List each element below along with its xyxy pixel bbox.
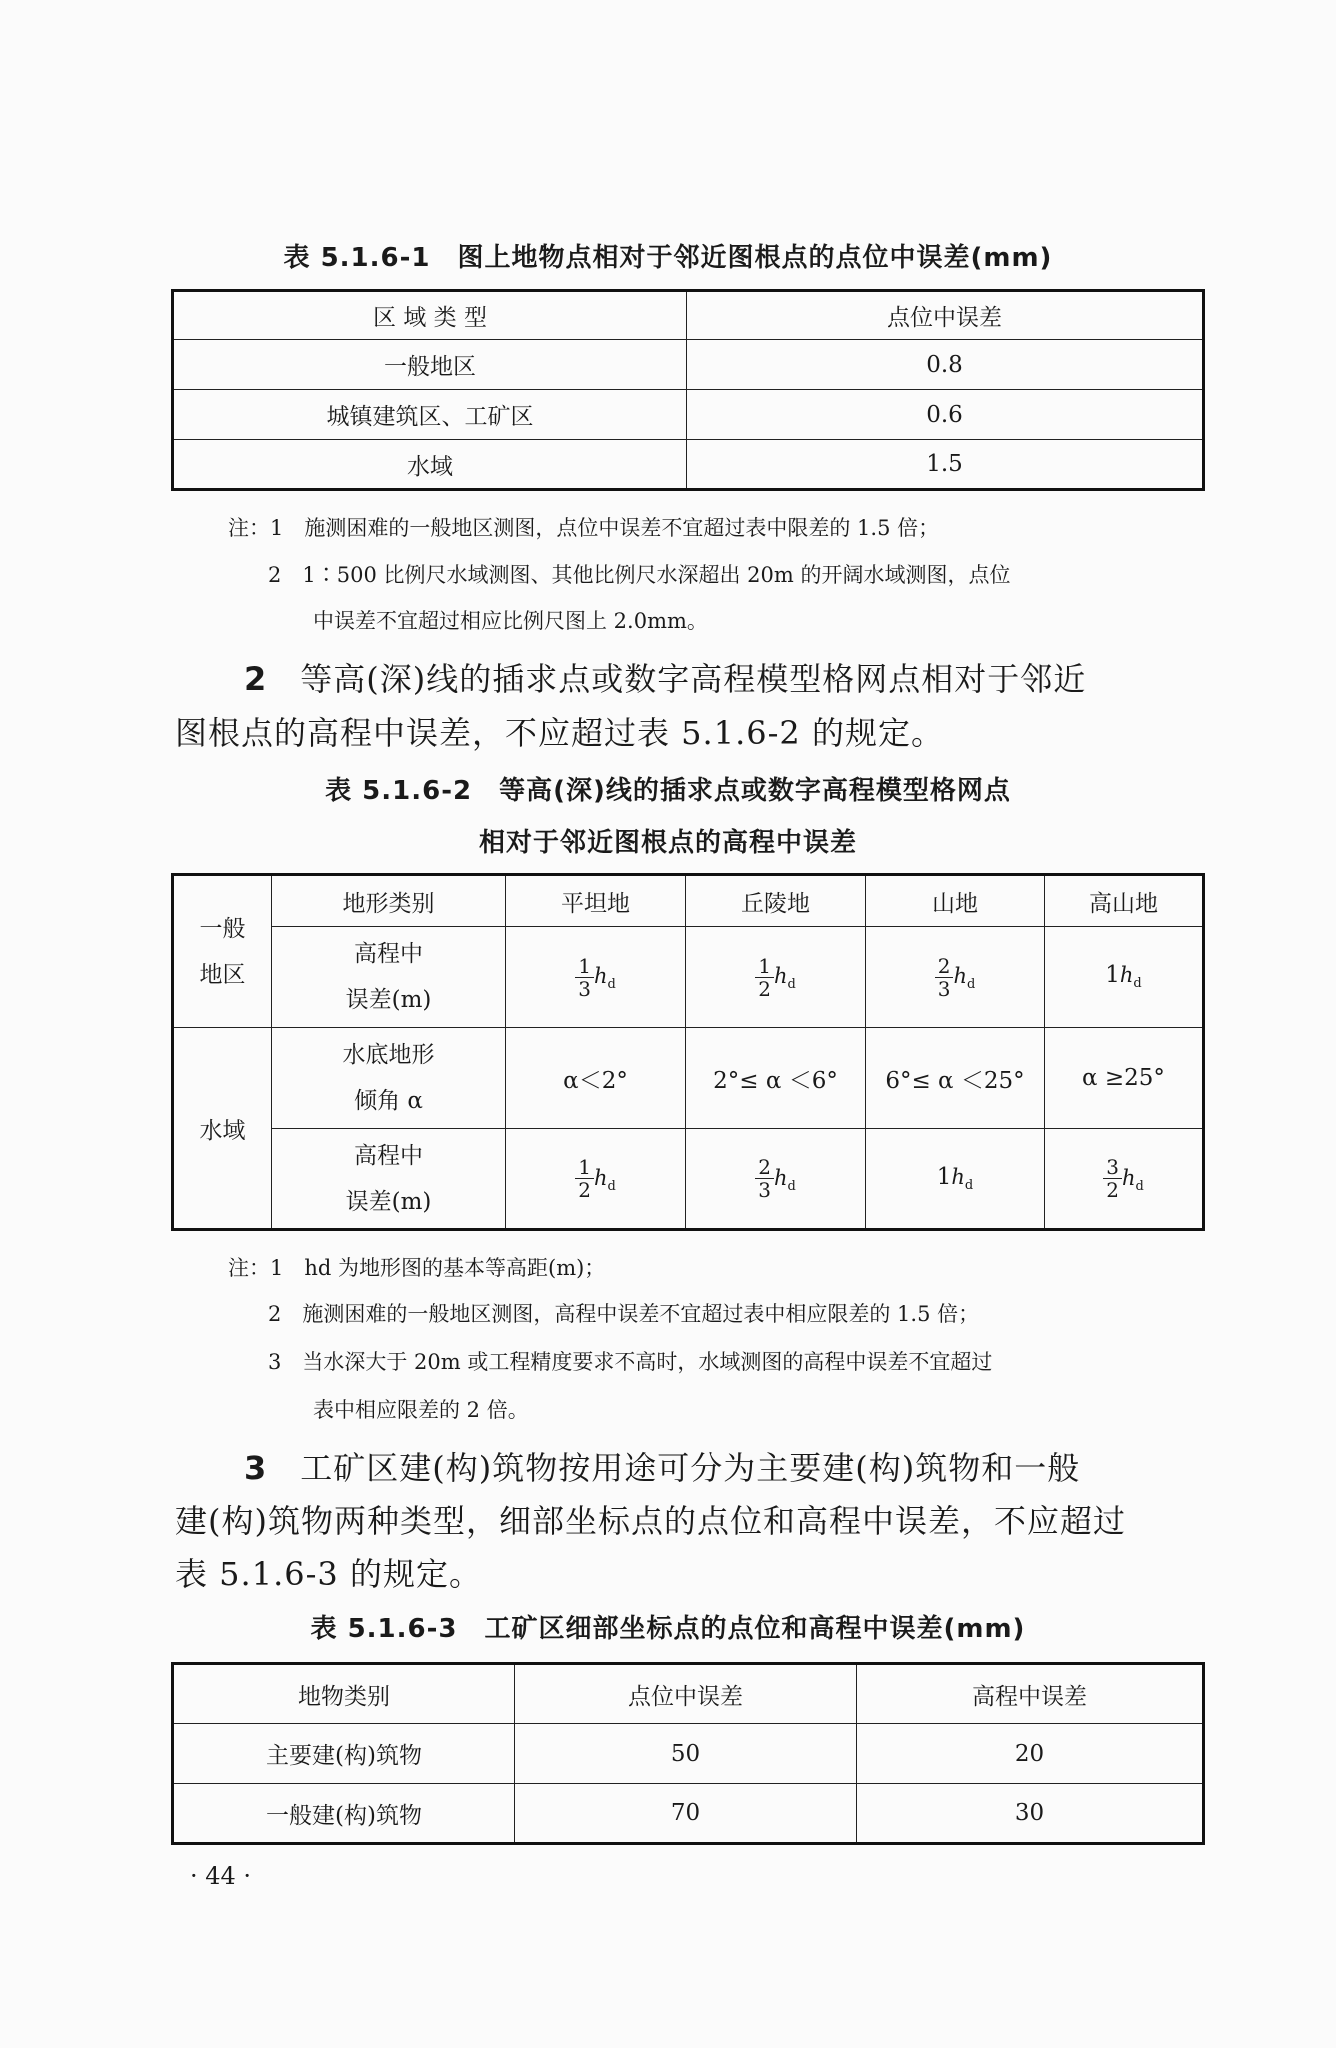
table2-terrain-flat: 平坦地	[506, 875, 686, 927]
paragraph-3-line2: 建(构)筑物两种类型，细部坐标点的点位和高程中误差，不应超过	[175, 1502, 1126, 1540]
table2-note: 表中相应限差的 2 倍。	[313, 1398, 529, 1422]
paragraph-3-line1	[244, 1443, 1080, 1489]
table2-cell: α＜2°	[506, 1028, 686, 1129]
table2-terrain-high-mountain: 高山地	[1045, 875, 1204, 927]
table2-note: 3 当水深大于 20m 或工程精度要求不高时，水域测图的高程中误差不宜超过	[268, 1350, 993, 1374]
table3-header-position-error: 点位中误差	[515, 1664, 857, 1724]
table2-general-area: 一般 地区	[173, 875, 272, 1028]
table1-cell: 0.6	[687, 390, 1204, 440]
table2-terrain-mountain: 山地	[866, 875, 1045, 927]
table2-cell: $\frac{2}{3}$ $h_d$	[866, 927, 1045, 1028]
table3-cell: 70	[515, 1784, 857, 1844]
table2-terrain-hilly: 丘陵地	[686, 875, 866, 927]
table2-note: 2 施测困难的一般地区测图，高程中误差不宜超过表中相应限差的 1.5 倍；	[268, 1302, 980, 1326]
paragraph-2-line1	[244, 654, 1086, 700]
table1-note: 中误差不宜超过相应比例尺图上 2.0mm。	[313, 609, 708, 633]
table1-note: 注：1 施测困难的一般地区测图，点位中误差不宜超过表中限差的 1.5 倍；	[228, 516, 940, 540]
table2-cell: $1h_d$	[1045, 927, 1204, 1028]
table2-cell: 2°≤ α ＜6°	[686, 1028, 866, 1129]
table2-cell: $1h_d$	[866, 1129, 1045, 1230]
page-number: · 44 ·	[190, 1862, 252, 1890]
table2-cell: α ≥25°	[1045, 1028, 1204, 1129]
paragraph-3-line3: 表 5.1.6-3 的规定。	[175, 1555, 482, 1593]
table2-header-terrain: 地形类别	[272, 875, 506, 927]
paragraph-3-text: 工矿区建(构)筑物按用途可分为主要建(构)筑物和一般	[300, 1449, 1081, 1487]
table2-cell: $\frac{1}{2}$ $h_d$	[506, 1129, 686, 1230]
table1-cell: 水域	[173, 440, 687, 490]
paragraph-3-number: 3	[244, 1449, 268, 1487]
table1	[171, 289, 1205, 491]
table2-cell: 6°≤ α ＜25°	[866, 1028, 1045, 1129]
paragraph-2-text: 等高(深)线的插求点或数字高程模型格网点相对于邻近	[300, 660, 1087, 698]
table2-cell: $\frac{1}{3}$ $h_d$	[506, 927, 686, 1028]
table3-cell: 一般建(构)筑物	[173, 1784, 515, 1844]
table1-header-error: 点位中误差	[687, 291, 1204, 340]
table2-note: 注：1 hd 为地形图的基本等高距(m)；	[228, 1256, 606, 1280]
table2-cell: $\frac{2}{3}$ $h_d$	[686, 1129, 866, 1230]
table2-caption-line1: 表 5.1.6-2 等高(深)线的插求点或数字高程模型格网点	[325, 776, 1011, 806]
table3-cell: 20	[857, 1724, 1204, 1784]
table3-header-category: 地物类别	[173, 1664, 515, 1724]
table2-caption-line2: 相对于邻近图根点的高程中误差	[478, 828, 857, 858]
table2-cell: $\frac{1}{2}$ $h_d$	[686, 927, 866, 1028]
table1-header-region: 区 域 类 型	[173, 291, 687, 340]
paragraph-2-line2: 图根点的高程中误差，不应超过表 5.1.6-2 的规定。	[175, 714, 944, 752]
table2-cell: $\frac{3}{2}$ $h_d$	[1045, 1129, 1204, 1230]
table2-elev-error-label: 高程中 误差(m)	[272, 927, 506, 1028]
table3-caption: 表 5.1.6-3 工矿区细部坐标点的点位和高程中误差(mm)	[310, 1614, 1026, 1644]
table3-cell: 50	[515, 1724, 857, 1784]
table3	[171, 1662, 1205, 1845]
table2	[171, 873, 1205, 1231]
table3-header-elevation-error: 高程中误差	[857, 1664, 1204, 1724]
table1-cell: 0.8	[687, 340, 1204, 390]
table2-elev-error-label: 高程中 误差(m)	[272, 1129, 506, 1230]
table3-cell: 30	[857, 1784, 1204, 1844]
table1-cell: 一般地区	[173, 340, 687, 390]
paragraph-2-number: 2	[244, 660, 268, 698]
table1-cell: 1.5	[687, 440, 1204, 490]
table1-caption: 表 5.1.6-1 图上地物点相对于邻近图根点的点位中误差(mm)	[283, 243, 1053, 273]
table1-note: 2 1∶500 比例尺水域测图、其他比例尺水深超出 20m 的开阔水域测图，点位	[268, 563, 1011, 587]
table3-cell: 主要建(构)筑物	[173, 1724, 515, 1784]
table2-slope-label: 水底地形 倾角 α	[272, 1028, 506, 1129]
table1-cell: 城镇建筑区、工矿区	[173, 390, 687, 440]
table2-water-area: 水域	[173, 1028, 272, 1230]
